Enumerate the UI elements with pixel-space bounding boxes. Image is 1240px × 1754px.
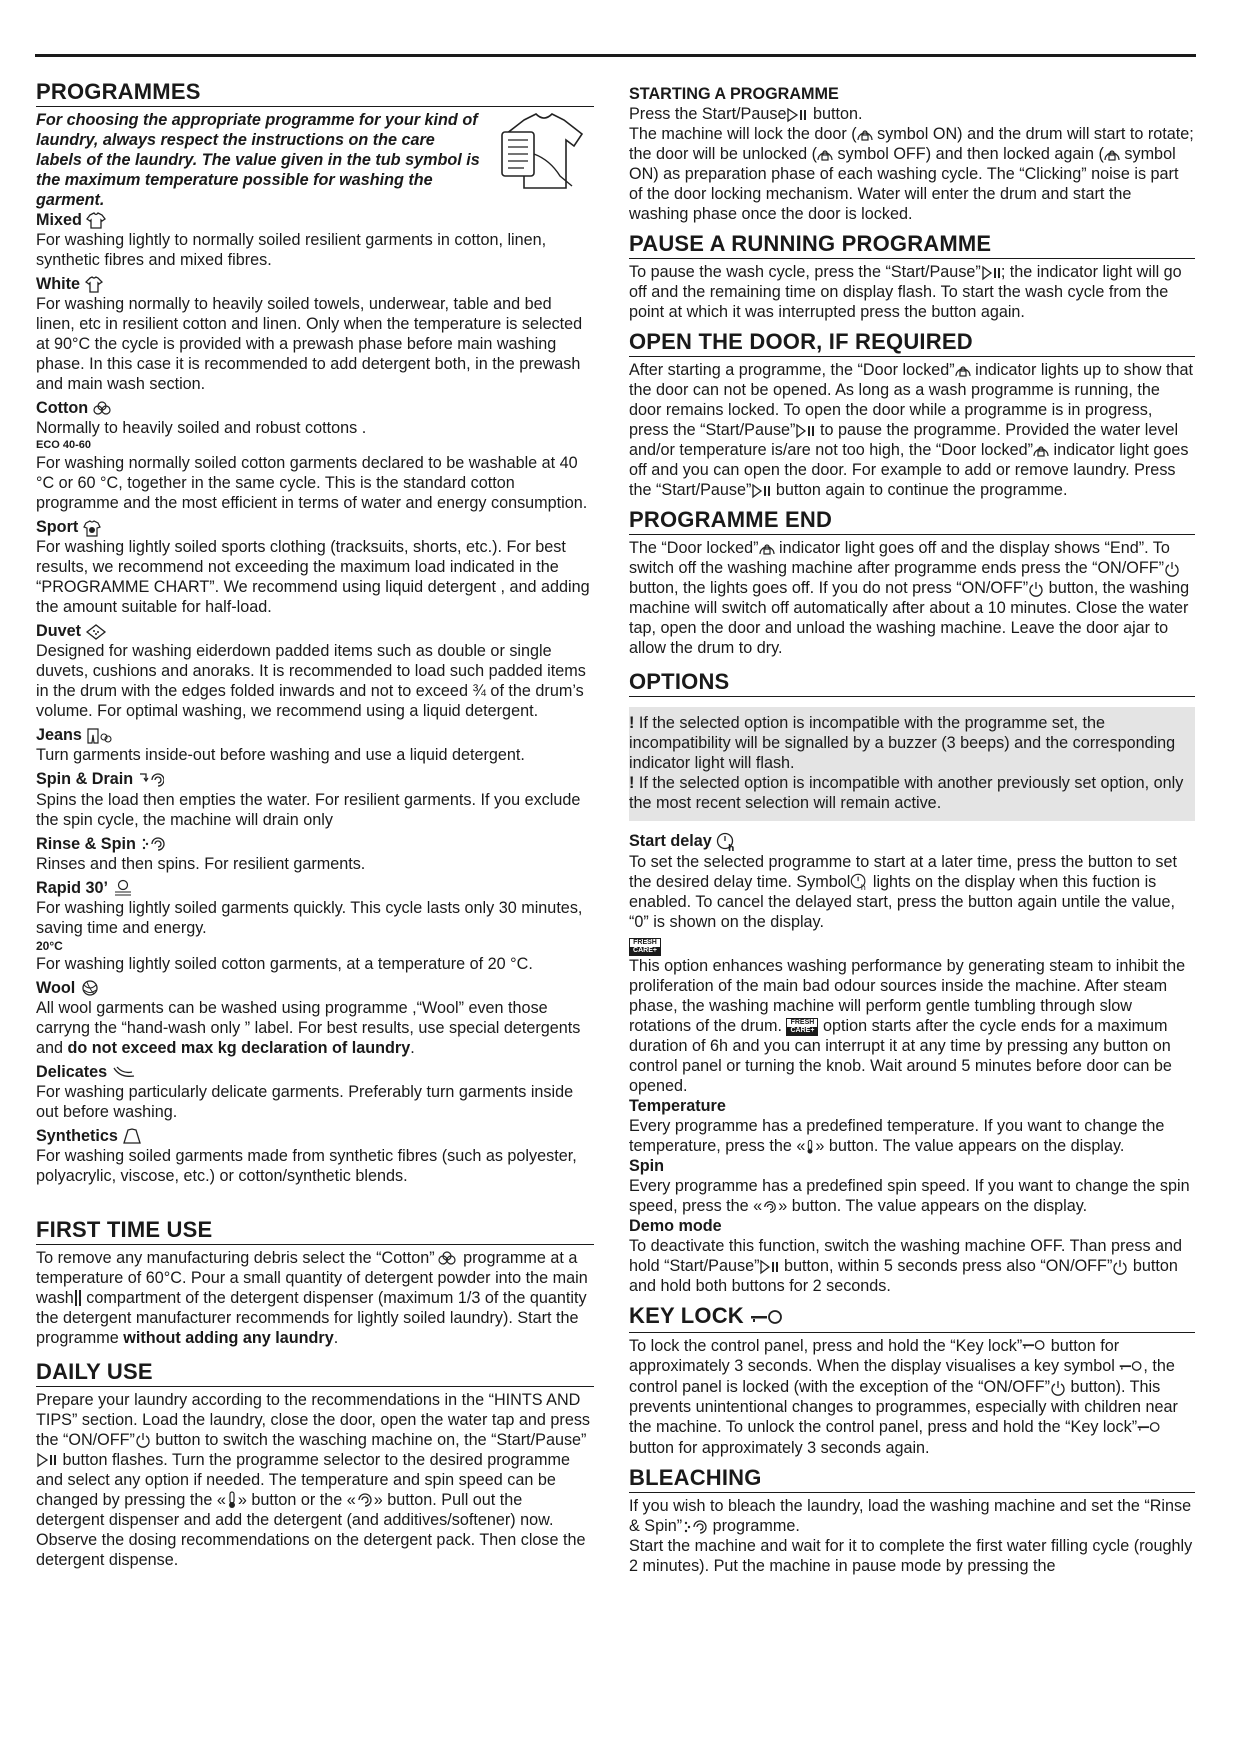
spin-title: Spin — [629, 1156, 665, 1175]
temperature-text: Every programme has a predefined temperature. If you want to change the temperature, press the « » button. The value appears on the display. — [629, 1116, 1165, 1155]
bleaching-heading: BLEACHING — [629, 1464, 1195, 1493]
rapid-30-icon — [112, 879, 134, 897]
spin-drain-icon — [138, 770, 164, 790]
top-rule — [35, 54, 1196, 57]
programme-delicates-text: For washing particularly delicate garments. Preferably turn garments inside out before washing. — [36, 1082, 574, 1121]
programme-sport-text: For washing lightly soiled sports clothing (tracksuits, shorts, etc.). For best results, we recommend not exceeding the maximum load indicated in the “PROGRAMME CHART”. We recommend using liquid detergent , and adding the amount suitable for half-load. — [36, 538, 590, 616]
programmes-intro: For choosing the appropriate programme for your kind of laundry, always respect the instructions on the care labels of the laundry. The value given in the tub symbol is the maximum temperature possible for washing the garment. — [36, 111, 480, 209]
fresh-care-icon: FRESH CARE+ — [786, 1018, 818, 1036]
programme-end-text: The “Door locked” indicator light goes off and the display shows “End”. To switch off the washing machine after programme ends press the “ON/OFF” button, the lights goes off. If you do not press “ON/OFF” button, the washing machine will switch off automatically after about a 10 minutes. Close the water tap, open the door and unload the washing machine. Leave the door ajar to allow the drum to dry. — [629, 539, 1190, 657]
daily-use-text: Prepare your laundry according to the recommendations in the “HINTS AND TIPS” section. Load the laundry, close the door, open the water tap and press the “ON/OFF” button to switch the wasching machine on, the “Start/Pause” button flashes. Turn the programme selector to the desired programme and select any option if needed. The temperature and spin speed can be changed by pressing the « » button or the « » button. Pull out the detergent dispenser and add the detergent (and additives/softener) now. Observe the dosing recommendations on the detergent pack. Then close the detergent dispense. — [36, 1390, 591, 1569]
programme-rapid30-text: For washing lightly soiled garments quickly. This cycle lasts only 30 minutes, saving time and energy. — [36, 898, 583, 937]
duvet-icon — [85, 623, 107, 640]
start-pause-icon — [751, 483, 771, 499]
spin-icon — [356, 1492, 374, 1508]
start-pause-icon — [786, 107, 808, 123]
programme-white-title: White — [36, 274, 594, 294]
programme-spin-drain-title: Spin & Drain — [36, 769, 594, 790]
spin-icon — [762, 1200, 778, 1214]
shirt-care-label-icon — [494, 110, 594, 194]
programme-delicates-title: Delicates — [36, 1062, 594, 1082]
programme-jeans-text: Turn garments inside-out before washing and use a liquid detergent. — [36, 746, 525, 764]
key-lock-heading: KEY LOCK — [629, 1302, 1195, 1333]
programme-cotton-text: Normally to heavily soiled and robust cottons . — [36, 419, 367, 437]
programme-mixed-text: For washing lightly to normally soiled resilient garments in cotton, linen, synthetic fibres and mixed fibres. — [36, 231, 547, 269]
open-door-heading: OPEN THE DOOR, IF REQUIRED — [629, 328, 1195, 357]
door-lock-icon — [1104, 147, 1120, 163]
power-icon — [1050, 1380, 1066, 1396]
start-delay-icon — [850, 873, 868, 891]
first-time-use-heading: FIRST TIME USE — [36, 1216, 594, 1245]
options-warning-box — [629, 707, 1195, 821]
door-lock-icon — [857, 127, 873, 143]
door-lock-icon — [1033, 443, 1049, 459]
starting-programme-text: Press the Start/Pause button. The machine will lock the door ( symbol ON) and the drum will start to rotate; the door will be unlocked ( symbol OFF) and then locked again ( symbol ON) as preparation phase of each washing cycle. The “Clicking” noise is part of the door locking mechanism. Water will enter the drum and start the washing phase once the door is locked. — [629, 105, 1194, 223]
power-icon — [135, 1432, 151, 1448]
cotton-icon — [93, 400, 111, 417]
temperature-icon — [226, 1491, 238, 1509]
left-column — [36, 78, 594, 1570]
options-heading: OPTIONS — [629, 668, 1195, 697]
bleaching-text: If you wish to bleach the laundry, load the washing machine and set the “Rinse & Spin” programme. Start the machine and wait for it to complete the first water filling cycle (roughly 2 minutes). Put the machine in pause mode by pressing the — [629, 1496, 1193, 1575]
delicates-icon — [112, 1064, 136, 1081]
start-pause-icon — [36, 1452, 58, 1468]
door-lock-icon — [817, 147, 833, 163]
key-lock-icon — [1022, 1336, 1046, 1356]
start-delay-text: To set the selected programme to start at a later time, press the button to set the desired delay time. Symbol h lights on the display when this fuction is enabled. To cancel the delayed start, press the button again untile the value, “0” is shown on the display. — [629, 852, 1177, 931]
start-pause-icon — [795, 423, 815, 439]
temperature-icon — [805, 1139, 815, 1155]
start-delay-title: Start delay h — [629, 832, 735, 852]
pause-programme-heading: PAUSE A RUNNING PROGRAMME — [629, 230, 1195, 259]
programme-spin-drain-text: Spins the load then empties the water. For resilient garments. If you exclude the spin cycle, the machine will drain only — [36, 790, 581, 829]
temperature-title: Temperature — [629, 1096, 726, 1115]
programme-sport-title: Sport — [36, 517, 594, 537]
start-pause-icon — [981, 265, 1001, 281]
programme-wool-title: Wool — [36, 978, 594, 998]
programme-20c-text: For washing lightly soiled cotton garments, at a temperature of 20 °C. — [36, 954, 533, 973]
rinse-spin-icon — [140, 835, 166, 853]
programme-cotton-title: Cotton — [36, 398, 594, 418]
programme-wool-text: All wool garments can be washed using programme ,“Wool” even those carryng the “hand-wash only ” label. For best results, use special detergents and do not exceed max kg declaration of laundry. — [36, 998, 581, 1057]
mixed-icon — [86, 212, 106, 229]
key-lock-icon — [1137, 1418, 1161, 1438]
programme-rinse-spin-text: Rinses and then spins. For resilient garments. — [36, 854, 366, 873]
key-lock-icon — [1119, 1357, 1143, 1377]
spin-text: Every programme has a predefined spin speed. If you want to change the spin speed, press the « » button. The value appears on the display. — [629, 1176, 1190, 1215]
programme-white-text: For washing normally to heavily soiled towels, underwear, table and bed linen, etc in resilient cotton and linen. Only when the temperature is selected at 90°C the cycle is provided with a prewash phase before main washing phase. In this case it is recommended to add detergent both, in the prewash and main wash section. — [36, 295, 583, 393]
programme-jeans-title: Jeans — [36, 725, 594, 745]
programmes-heading: PROGRAMMES — [36, 78, 594, 107]
wool-icon — [80, 979, 100, 997]
power-icon — [1164, 561, 1180, 577]
power-icon — [1112, 1259, 1128, 1275]
rinse-spin-icon — [682, 1518, 708, 1536]
programme-mixed-title: Mixed — [36, 210, 594, 230]
synthetics-icon — [122, 1127, 142, 1145]
power-icon — [1028, 581, 1044, 597]
start-delay-icon — [716, 832, 736, 852]
starting-programme-heading: STARTING A PROGRAMME — [629, 85, 839, 103]
main-wash-compartment-icon — [74, 1289, 82, 1307]
start-pause-icon — [759, 1259, 779, 1275]
programme-synthetics-text: For washing soiled garments made from synthetic fibres (such as polyester, polyacrylic, viscose, etc.) or cotton/synthetic blends. — [36, 1146, 577, 1185]
programme-synthetics-title: Synthetics — [36, 1126, 594, 1146]
demo-mode-title: Demo mode — [629, 1216, 722, 1235]
cotton-icon — [435, 1250, 459, 1267]
programme-duvet-text: Designed for washing eiderdown padded items such as double or single duvets, cushions and anoraks. It is recommended to load such padded items in the drum with the edges folded inwards and not to exceed ¾ of the drum’s volume. For optimal washing, we recommend using a liquid detergent. — [36, 642, 586, 720]
programme-duvet-title: Duvet — [36, 621, 594, 641]
svg-text:h: h — [728, 843, 735, 852]
daily-use-heading: DAILY USE — [36, 1358, 594, 1387]
programme-rinse-spin-title: Rinse & Spin — [36, 834, 594, 854]
fresh-care-icon: FRESH CARE+ — [629, 938, 661, 956]
pause-programme-text: To pause the wash cycle, press the “Start/Pause” ; the indicator light will go off and the remaining time on display flash. To start the wash cycle from the point at which it was interrupted press the button again. — [629, 263, 1182, 321]
options-note-1: ! If the selected option is incompatible with the programme set, the incompatibility will be signalled by a buzzer (3 beeps) and the corresponding indicator light will flash. — [629, 714, 1176, 772]
cotton-20c-icon: 20°C — [36, 938, 63, 953]
jeans-icon — [86, 727, 112, 745]
key-lock-text: To lock the control panel, press and hold the “Key lock” button for approximately 3 seconds. When the display visualises a key symbol , the control panel is locked (with the exception of the “ON/OFF” button). This prevents unintentional changes to programmes, especially with children near the machine. To unlock the control panel, press and hold the “Key lock” button for approximately 3 seconds again. — [629, 1336, 1178, 1457]
programme-eco-text: For washing normally soiled cotton garments declared to be washable at 40 °C or 60 °C, together in the same cycle. This is the standard cotton programme and the most efficient in terms of water and energy consumption. — [36, 454, 588, 512]
fresh-care-text: This option enhances washing performance by generating steam to inhibit the proliferation of the main bad odour sources inside the machine. After steam phase, the washing machine will perform gentle tumbling through slow rotations of the drum. FRESH CARE+ option starts after the cycle ends for a maximum duration of 6h and you can interrupt it at any time by pressing any button on control panel or turning the knob. Wait around 5 minutes before door can be opened. — [629, 956, 1186, 1095]
options-note-2: ! If the selected option is incompatible with another previously set option, only the most recent selection will remain active. — [629, 774, 1184, 812]
open-door-text: After starting a programme, the “Door locked” indicator lights up to show that the door can not be opened. As long as a wash programme is running, the door remains locked. To open the door while a programme is in progress, press the “Start/Pause” to pause the programme. Provided the water level and/or temperature is/are not too high, the “Door locked” indicator light goes off and you can open the door. For example to add or remove laundry. Press the “Start/Pause” button again to continue the programme. — [629, 361, 1193, 499]
programme-rapid30-title: Rapid 30’ — [36, 878, 594, 898]
door-lock-icon — [955, 363, 971, 379]
first-time-use-text: To remove any manufacturing debris select the “Cotton” programme at a temperature of 60°C. Pour a small quantity of detergent powder into the main wash compartment of the detergent dispenser (maximum 1/3 of the quantity the detergent manufacturer recommends for lightly soiled laundry). Start the programme without adding any laundry. — [36, 1248, 588, 1347]
programmes-intro-block — [36, 110, 594, 210]
door-lock-icon — [759, 541, 775, 557]
programme-end-heading: PROGRAMME END — [629, 506, 1195, 535]
svg-text:h: h — [861, 882, 867, 892]
demo-mode-text: To deactivate this function, switch the washing machine OFF. Than press and hold “Start/Pause” button, within 5 seconds press also “ON/OFF” button and hold both buttons for 2 seconds. — [629, 1236, 1183, 1295]
key-lock-icon — [750, 1304, 784, 1331]
white-shirt-icon — [85, 276, 103, 293]
right-column — [629, 84, 1195, 1576]
eco-40-60-icon: ECO 40-60 — [36, 439, 92, 451]
sport-icon — [83, 519, 101, 537]
